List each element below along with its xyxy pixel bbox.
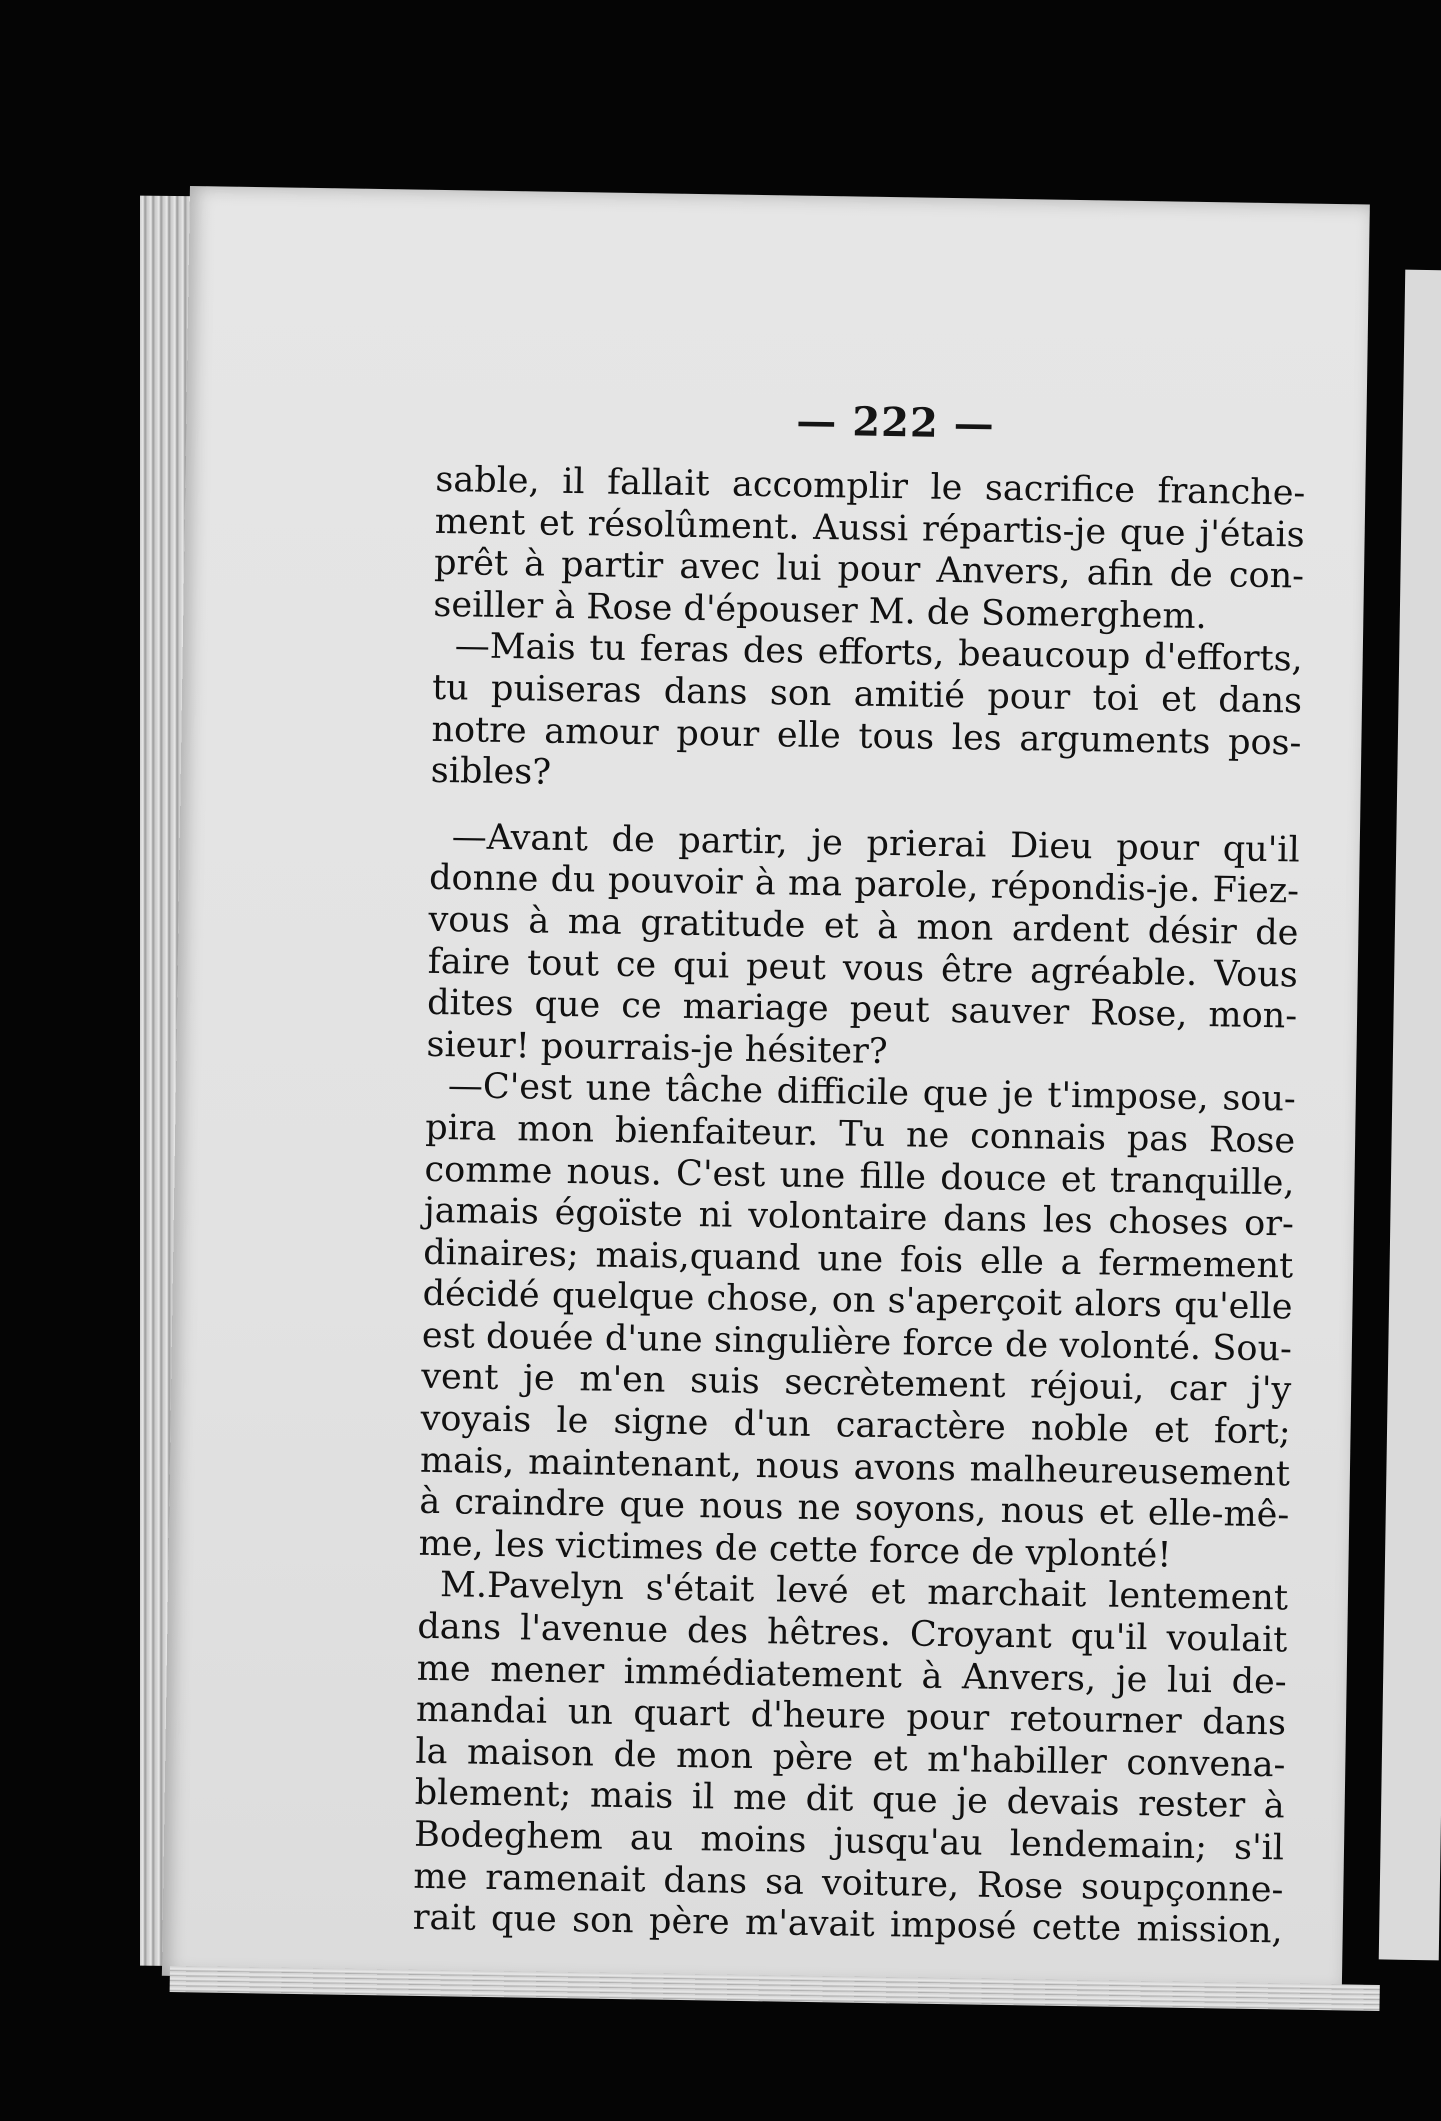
text-line: prêt à partir avec lui pour Anvers, afin de con- [433, 543, 1305, 597]
body-text [412, 460, 1305, 1953]
text-line: seiller à Rose d'épouser M. de Somerghem. [433, 584, 1208, 637]
text-line: notre amour pour elle tous les arguments pos- [431, 709, 1302, 764]
text-line: comme nous. C'est une fille douce et tranquille, [424, 1149, 1295, 1203]
text-line: —C'est une tâche difficile que je t'impose, sou- [447, 1066, 1297, 1120]
text-line: dans l'avenue des hêtres. Croyant qu'il voulait [417, 1606, 1288, 1661]
text-line: mandai un quart d'heure pour retourner dans [415, 1689, 1287, 1744]
text-line: me ramenait dans sa voiture, Rose soupçonne- [413, 1856, 1284, 1910]
book-page [162, 186, 1370, 1994]
text-line: dites que ce mariage peut sauver Rose, mon- [426, 982, 1298, 1037]
text-line: mais, maintenant, nous avons malheureusement [419, 1440, 1291, 1495]
text-line: me mener immédiatement à Anvers, je lui de- [416, 1648, 1287, 1703]
text-line: à craindre que nous ne soyons, nous et elle-mê- [419, 1482, 1290, 1536]
text-line: me, les victimes de cette force de vplonté! [418, 1523, 1172, 1576]
text-line: donne du pouvoir à ma parole, répondis-je. Fiez- [428, 858, 1300, 912]
text-line: dinaires; mais,quand une fois elle a fermement [422, 1232, 1294, 1287]
text-line: vent je m'en suis secrètement réjoui, car j'y [421, 1357, 1292, 1411]
text-line: faire tout ce qui peut vous être agréable. Vous [427, 941, 1299, 996]
text-line: vous à ma gratitude et à mon ardent désir de [428, 899, 1299, 954]
text-line: la maison de mon père et m'habiller convena- [415, 1731, 1286, 1786]
text-line: sable, il fallait accomplir le sacrifice franche- [435, 459, 1306, 514]
text-line: pira mon bienfaiteur. Tu ne connais pas Rose [424, 1107, 1296, 1162]
text-line: rait que son père m'avait imposé cette mission, [412, 1897, 1284, 1952]
text-line: blement; mais il me dit que je devais rester à [414, 1773, 1285, 1827]
text-line: sibles? [430, 751, 552, 793]
text-line: Bodeghem au moins jusqu'au lendemain; s'il [413, 1814, 1285, 1869]
text-line: décidé quelque chose, on s'aperçoit alors qu'elle [422, 1274, 1293, 1328]
text-line: M.Pavelyn s'était levé et marchait lentement [439, 1565, 1289, 1619]
page-number: — 222 — [796, 397, 996, 448]
text-line: jamais égoïste ni volontaire dans les choses or- [423, 1190, 1295, 1245]
text-line: tu puiseras dans son amitié pour toi et dans [431, 667, 1303, 722]
text-line: voyais le signe d'un caractère noble et fort; [420, 1398, 1291, 1453]
text-line: est douée d'une singulière force de volonté. Sou- [421, 1315, 1293, 1370]
text-line: —Avant de partir, je prierai Dieu pour qu'il [451, 816, 1301, 871]
text-line: sieur! pourrais-je hésiter? [426, 1024, 888, 1072]
text-line: —Mais tu feras des efforts, beaucoup d'efforts, [454, 626, 1304, 680]
text-line: ment et résolûment. Aussi répartis-je que j'étais [434, 501, 1305, 556]
facing-page-edge [1379, 270, 1441, 1961]
